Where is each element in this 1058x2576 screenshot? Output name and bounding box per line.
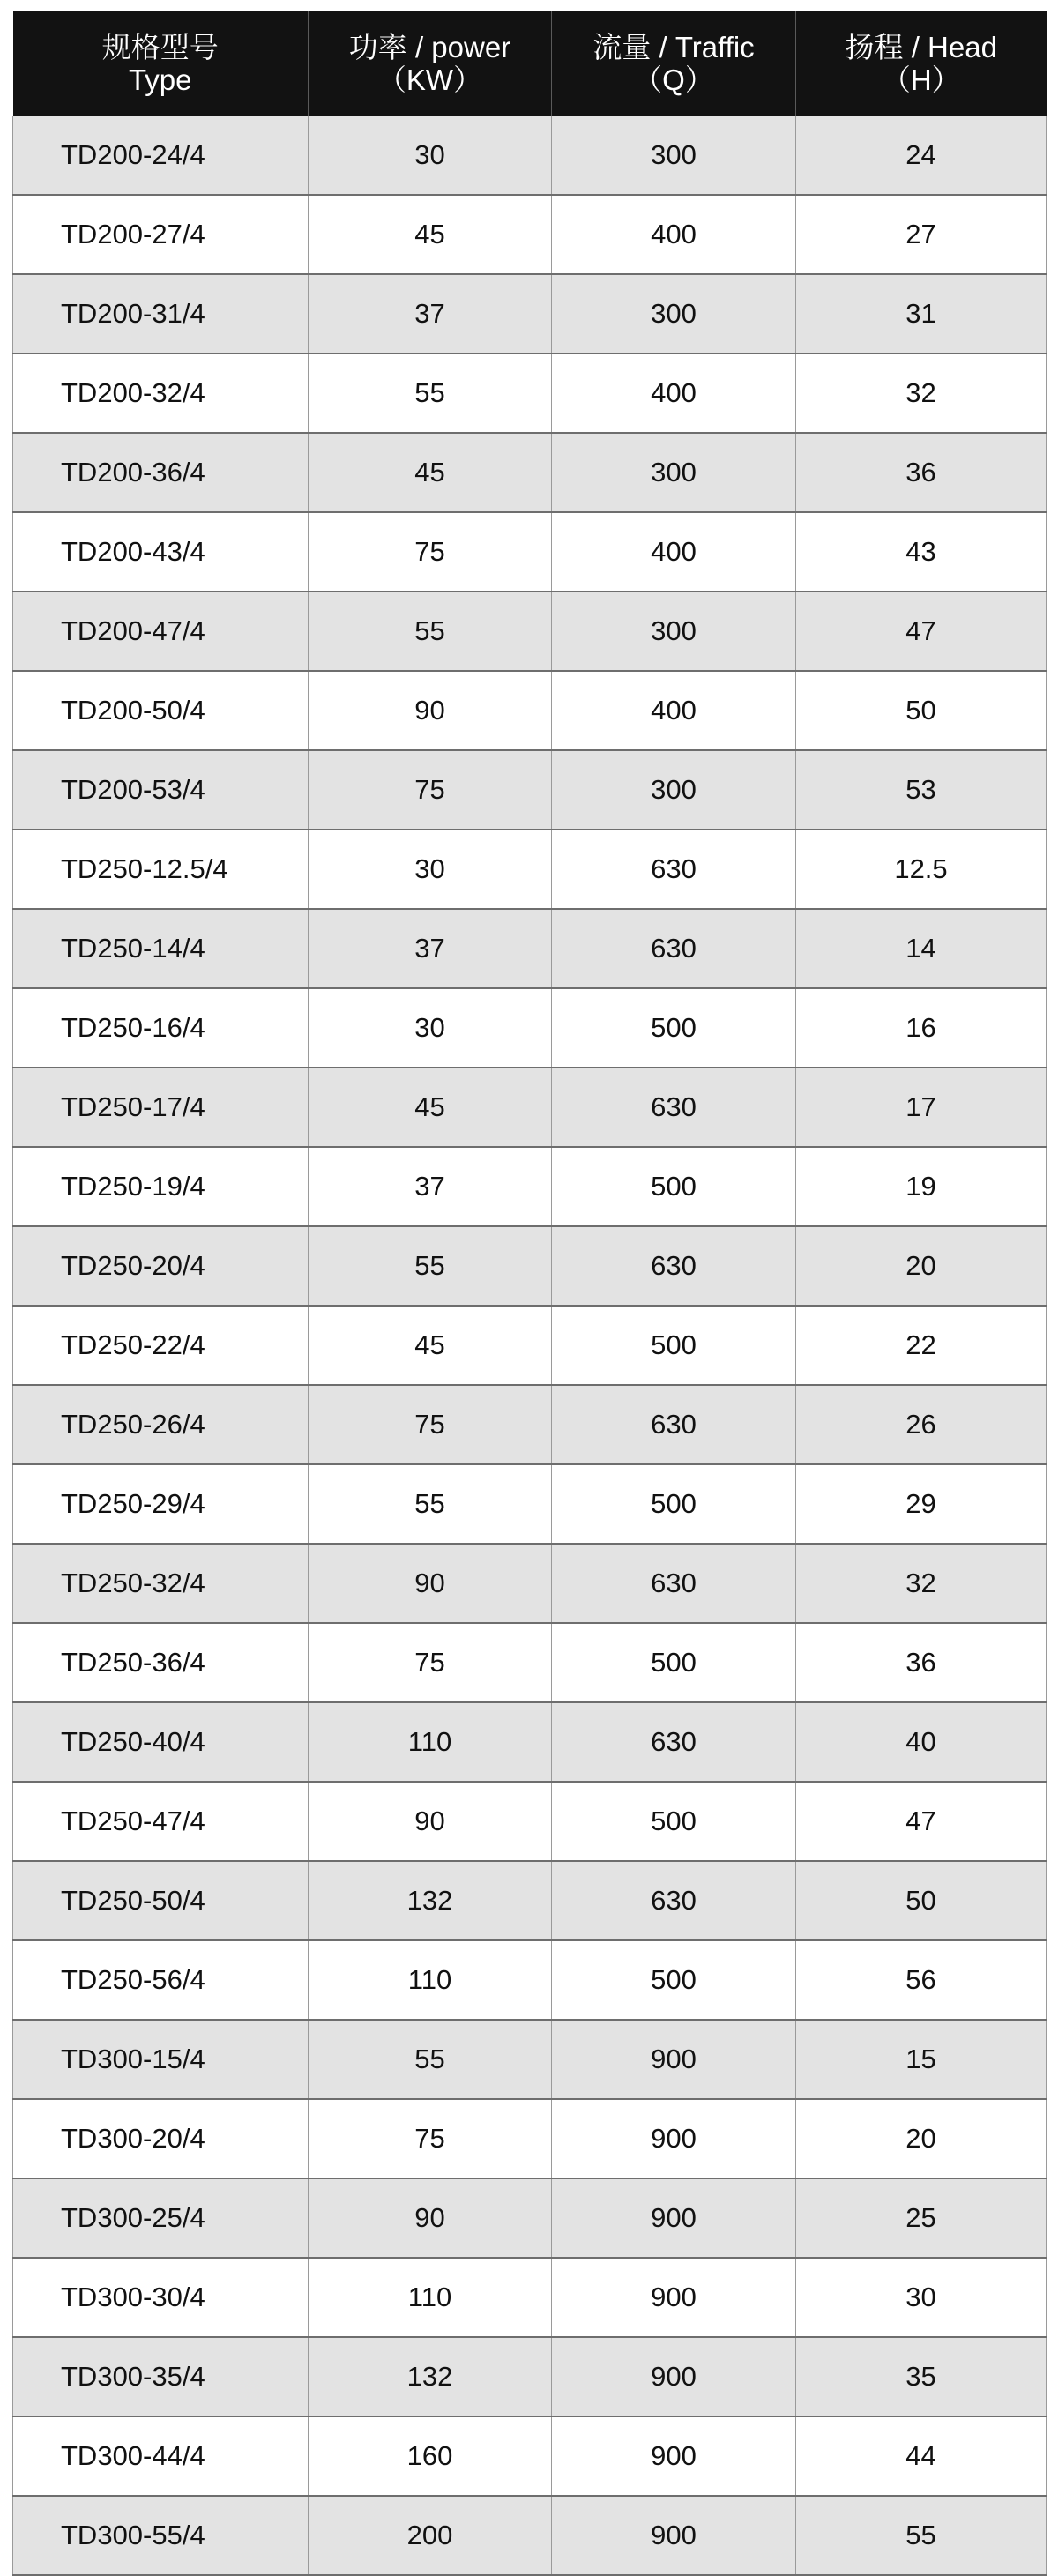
type-cell: TD250-17/4 <box>13 1068 309 1147</box>
table-row <box>13 1623 1047 1702</box>
power-cell: 45 <box>309 1068 552 1147</box>
table-row <box>13 195 1047 274</box>
type-cell: TD200-53/4 <box>13 750 309 830</box>
power-cell: 132 <box>309 1861 552 1940</box>
head-cell: 53 <box>796 750 1047 830</box>
traffic-cell: 900 <box>552 2496 796 2575</box>
table-header <box>13 11 1047 116</box>
traffic-cell: 400 <box>552 195 796 274</box>
power-cell: 45 <box>309 1306 552 1385</box>
header-type-en: Type <box>128 63 192 96</box>
table-row <box>13 830 1047 909</box>
table-row <box>13 1464 1047 1544</box>
spec-table-container <box>12 11 1046 2576</box>
type-cell: TD250-12.5/4 <box>13 830 309 909</box>
header-traffic-label: 流量 / Traffic <box>592 31 755 63</box>
table-row <box>13 354 1047 433</box>
header-row <box>13 11 1047 116</box>
head-cell: 22 <box>796 1306 1047 1385</box>
type-cell: TD300-30/4 <box>13 2258 309 2337</box>
power-cell: 200 <box>309 2496 552 2575</box>
traffic-cell: 900 <box>552 2020 796 2099</box>
power-cell: 132 <box>309 2337 552 2416</box>
type-cell: TD250-40/4 <box>13 1702 309 1782</box>
type-cell: TD300-15/4 <box>13 2020 309 2099</box>
traffic-cell: 400 <box>552 671 796 750</box>
type-cell: TD250-19/4 <box>13 1147 309 1226</box>
power-cell: 110 <box>309 2258 552 2337</box>
head-cell: 15 <box>796 2020 1047 2099</box>
type-cell: TD300-25/4 <box>13 2178 309 2258</box>
traffic-cell: 500 <box>552 1464 796 1544</box>
head-cell: 35 <box>796 2337 1047 2416</box>
traffic-cell: 500 <box>552 988 796 1068</box>
type-cell: TD300-44/4 <box>13 2416 309 2496</box>
table-row <box>13 1385 1047 1464</box>
power-cell: 75 <box>309 750 552 830</box>
traffic-cell: 900 <box>552 2099 796 2178</box>
traffic-cell: 500 <box>552 1782 796 1861</box>
head-cell: 50 <box>796 671 1047 750</box>
power-cell: 90 <box>309 1782 552 1861</box>
table-row <box>13 116 1047 195</box>
table-row <box>13 2178 1047 2258</box>
traffic-cell: 300 <box>552 750 796 830</box>
power-cell: 110 <box>309 1940 552 2020</box>
traffic-cell: 900 <box>552 2178 796 2258</box>
type-cell: TD200-47/4 <box>13 592 309 671</box>
traffic-cell: 900 <box>552 2258 796 2337</box>
traffic-cell: 400 <box>552 512 796 592</box>
table-row <box>13 750 1047 830</box>
head-cell: 43 <box>796 512 1047 592</box>
table-row <box>13 1702 1047 1782</box>
power-cell: 55 <box>309 1226 552 1306</box>
head-cell: 36 <box>796 1623 1047 1702</box>
header-type <box>13 11 309 116</box>
traffic-cell: 500 <box>552 1306 796 1385</box>
type-cell: TD300-35/4 <box>13 2337 309 2416</box>
type-cell: TD300-20/4 <box>13 2099 309 2178</box>
header-head-unit: （H） <box>881 63 961 96</box>
header-power <box>309 11 552 116</box>
traffic-cell: 630 <box>552 1702 796 1782</box>
table-row <box>13 2258 1047 2337</box>
type-cell: TD250-50/4 <box>13 1861 309 1940</box>
traffic-cell: 630 <box>552 1544 796 1623</box>
table-row <box>13 1940 1047 2020</box>
header-traffic <box>552 11 796 116</box>
power-cell: 37 <box>309 274 552 354</box>
header-traffic-unit: （Q） <box>633 63 714 96</box>
power-cell: 75 <box>309 512 552 592</box>
head-cell: 44 <box>796 2416 1047 2496</box>
head-cell: 17 <box>796 1068 1047 1147</box>
traffic-cell: 300 <box>552 592 796 671</box>
power-cell: 55 <box>309 354 552 433</box>
traffic-cell: 630 <box>552 830 796 909</box>
head-cell: 29 <box>796 1464 1047 1544</box>
table-row <box>13 2020 1047 2099</box>
head-cell: 14 <box>796 909 1047 988</box>
table-row <box>13 1147 1047 1226</box>
power-cell: 37 <box>309 909 552 988</box>
power-cell: 55 <box>309 2020 552 2099</box>
power-cell: 75 <box>309 2099 552 2178</box>
table-row <box>13 433 1047 512</box>
type-cell: TD200-32/4 <box>13 354 309 433</box>
type-cell: TD200-50/4 <box>13 671 309 750</box>
table-row <box>13 671 1047 750</box>
power-cell: 90 <box>309 671 552 750</box>
head-cell: 36 <box>796 433 1047 512</box>
traffic-cell: 630 <box>552 1226 796 1306</box>
traffic-cell: 300 <box>552 116 796 195</box>
head-cell: 20 <box>796 1226 1047 1306</box>
table-row <box>13 592 1047 671</box>
table-row <box>13 988 1047 1068</box>
head-cell: 30 <box>796 2258 1047 2337</box>
power-cell: 30 <box>309 988 552 1068</box>
power-cell: 55 <box>309 592 552 671</box>
type-cell: TD250-47/4 <box>13 1782 309 1861</box>
table-row <box>13 274 1047 354</box>
head-cell: 27 <box>796 195 1047 274</box>
traffic-cell: 630 <box>552 1385 796 1464</box>
table-row <box>13 2416 1047 2496</box>
traffic-cell: 500 <box>552 1147 796 1226</box>
table-row <box>13 2496 1047 2575</box>
traffic-cell: 500 <box>552 1940 796 2020</box>
head-cell: 50 <box>796 1861 1047 1940</box>
head-cell: 47 <box>796 592 1047 671</box>
power-cell: 75 <box>309 1385 552 1464</box>
header-power-label: 功率 / power <box>348 31 511 63</box>
power-cell: 30 <box>309 116 552 195</box>
type-cell: TD250-29/4 <box>13 1464 309 1544</box>
header-head <box>796 11 1047 116</box>
power-cell: 110 <box>309 1702 552 1782</box>
header-head-label: 扬程 / Head <box>845 31 997 63</box>
type-cell: TD250-22/4 <box>13 1306 309 1385</box>
head-cell: 19 <box>796 1147 1047 1226</box>
header-type-cn: 规格型号 <box>101 31 219 63</box>
head-cell: 31 <box>796 274 1047 354</box>
table-body <box>13 116 1047 2575</box>
type-cell: TD250-26/4 <box>13 1385 309 1464</box>
type-cell: TD200-31/4 <box>13 274 309 354</box>
power-cell: 45 <box>309 195 552 274</box>
type-cell: TD250-20/4 <box>13 1226 309 1306</box>
power-cell: 75 <box>309 1623 552 1702</box>
head-cell: 20 <box>796 2099 1047 2178</box>
traffic-cell: 300 <box>552 274 796 354</box>
table-row <box>13 2337 1047 2416</box>
head-cell: 26 <box>796 1385 1047 1464</box>
traffic-cell: 900 <box>552 2337 796 2416</box>
traffic-cell: 630 <box>552 1068 796 1147</box>
type-cell: TD250-32/4 <box>13 1544 309 1623</box>
pump-spec-table <box>12 11 1047 2576</box>
head-cell: 32 <box>796 1544 1047 1623</box>
power-cell: 45 <box>309 433 552 512</box>
power-cell: 160 <box>309 2416 552 2496</box>
type-cell: TD250-56/4 <box>13 1940 309 2020</box>
table-row <box>13 1068 1047 1147</box>
header-power-unit: （KW） <box>376 63 483 96</box>
head-cell: 24 <box>796 116 1047 195</box>
type-cell: TD250-36/4 <box>13 1623 309 1702</box>
power-cell: 55 <box>309 1464 552 1544</box>
type-cell: TD200-27/4 <box>13 195 309 274</box>
head-cell: 25 <box>796 2178 1047 2258</box>
head-cell: 47 <box>796 1782 1047 1861</box>
head-cell: 40 <box>796 1702 1047 1782</box>
table-row <box>13 909 1047 988</box>
power-cell: 90 <box>309 1544 552 1623</box>
traffic-cell: 400 <box>552 354 796 433</box>
type-cell: TD250-16/4 <box>13 988 309 1068</box>
head-cell: 56 <box>796 1940 1047 2020</box>
type-cell: TD250-14/4 <box>13 909 309 988</box>
power-cell: 30 <box>309 830 552 909</box>
table-row <box>13 1861 1047 1940</box>
type-cell: TD200-43/4 <box>13 512 309 592</box>
power-cell: 37 <box>309 1147 552 1226</box>
traffic-cell: 500 <box>552 1623 796 1702</box>
head-cell: 12.5 <box>796 830 1047 909</box>
type-cell: TD200-24/4 <box>13 116 309 195</box>
table-row <box>13 2099 1047 2178</box>
traffic-cell: 900 <box>552 2416 796 2496</box>
head-cell: 55 <box>796 2496 1047 2575</box>
traffic-cell: 630 <box>552 1861 796 1940</box>
table-row <box>13 512 1047 592</box>
power-cell: 90 <box>309 2178 552 2258</box>
head-cell: 32 <box>796 354 1047 433</box>
type-cell: TD200-36/4 <box>13 433 309 512</box>
traffic-cell: 300 <box>552 433 796 512</box>
type-cell: TD300-55/4 <box>13 2496 309 2575</box>
table-row <box>13 1226 1047 1306</box>
table-row <box>13 1544 1047 1623</box>
traffic-cell: 630 <box>552 909 796 988</box>
head-cell: 16 <box>796 988 1047 1068</box>
table-row <box>13 1782 1047 1861</box>
table-row <box>13 1306 1047 1385</box>
